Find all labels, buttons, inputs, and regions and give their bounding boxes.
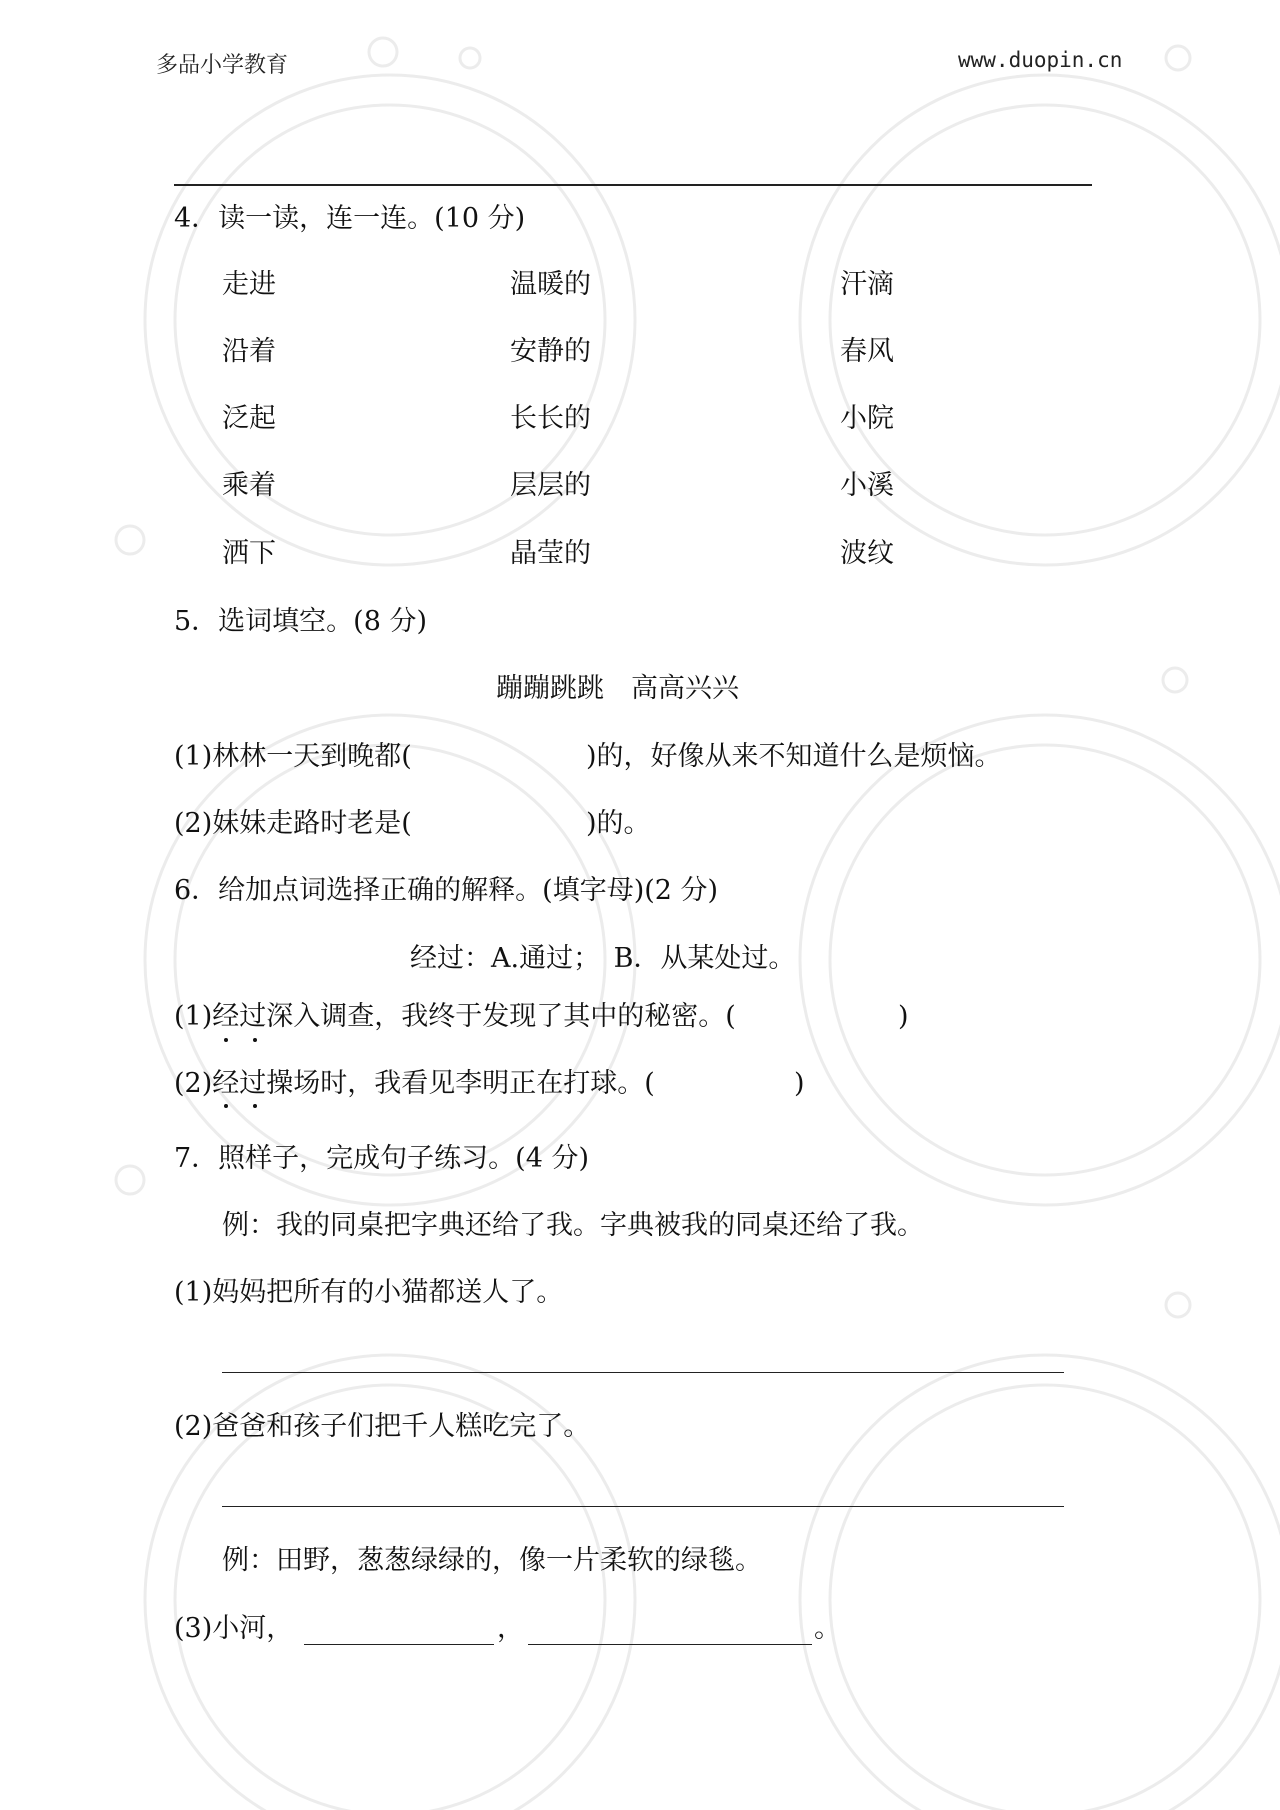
q7-answer-blank-3b[interactable] bbox=[528, 1644, 812, 1645]
q4-middle-word[interactable]: 层层的 bbox=[510, 470, 591, 501]
q7-sentence-2: (2)爸爸和孩子们把千人糕吃完了。 bbox=[174, 1411, 591, 1442]
q5-sentence-2-start: (2)妹妹走路时老是( bbox=[174, 808, 412, 839]
q7-answer-line-2[interactable] bbox=[222, 1506, 1064, 1507]
q7-sentence-1: (1)妈妈把所有的小猫都送人了。 bbox=[174, 1277, 564, 1308]
emphasis-dot bbox=[253, 1104, 257, 1108]
q5-title: 5．选词填空。(8 分) bbox=[174, 606, 428, 637]
q4-middle-word[interactable]: 安静的 bbox=[510, 336, 591, 367]
q6-sentence-1-close: ) bbox=[898, 1001, 909, 1032]
q7-title: 7．照样子，完成句子练习。(4 分) bbox=[174, 1143, 590, 1174]
q4-right-word[interactable]: 小溪 bbox=[840, 470, 894, 501]
q4-title: 4．读一读，连一连。(10 分) bbox=[174, 203, 526, 234]
q7-example-2: 例：田野，葱葱绿绿的，像一片柔软的绿毯。 bbox=[222, 1545, 762, 1576]
q7-sentence-3-start: (3)小河， bbox=[174, 1613, 294, 1644]
q6-sentence-1: (1)经过深入调查，我终于发现了其中的秘密。( bbox=[174, 1001, 736, 1032]
q4-left-word[interactable]: 乘着 bbox=[222, 470, 276, 501]
q4-right-word[interactable]: 汗滴 bbox=[840, 269, 894, 300]
emphasis-dot bbox=[224, 1038, 228, 1042]
q5-sentence-1-end: )的，好像从来不知道什么是烦恼。 bbox=[586, 741, 1002, 772]
q7-sentence-3-period: 。 bbox=[814, 1613, 841, 1644]
q6-sentence-2: (2)经过操场时，我看见李明正在打球。( bbox=[174, 1068, 655, 1099]
q4-middle-word[interactable]: 温暖的 bbox=[510, 269, 591, 300]
q7-answer-blank-3a[interactable] bbox=[304, 1644, 494, 1645]
q7-answer-line-1[interactable] bbox=[222, 1372, 1064, 1373]
q5-sentence-2-end: )的。 bbox=[586, 808, 651, 839]
header-url[interactable]: www.duopin.cn bbox=[958, 48, 1123, 72]
q4-right-word[interactable]: 波纹 bbox=[840, 538, 894, 569]
q5-sentence-1-start: (1)林林一天到晚都( bbox=[174, 741, 412, 772]
q4-left-word[interactable]: 走进 bbox=[222, 269, 276, 300]
q4-right-word[interactable]: 春风 bbox=[840, 336, 894, 367]
q4-left-word[interactable]: 洒下 bbox=[222, 538, 276, 569]
header-brand: 多品小学教育 bbox=[156, 53, 289, 78]
emphasis-dot bbox=[224, 1104, 228, 1108]
q4-middle-word[interactable]: 长长的 bbox=[510, 403, 591, 434]
q5-word-options: 蹦蹦跳跳 高高兴兴 bbox=[496, 673, 739, 704]
q4-middle-word[interactable]: 晶莹的 bbox=[510, 538, 591, 569]
q6-choices: 经过：A.通过； B．从某处过。 bbox=[410, 943, 796, 974]
q4-right-word[interactable]: 小院 bbox=[840, 403, 894, 434]
header-divider bbox=[174, 184, 1092, 186]
emphasis-dot bbox=[253, 1038, 257, 1042]
q7-sentence-3-comma: ， bbox=[497, 1613, 524, 1644]
q7-example-1: 例：我的同桌把字典还给了我。字典被我的同桌还给了我。 bbox=[222, 1210, 924, 1241]
q4-left-word[interactable]: 沿着 bbox=[222, 336, 276, 367]
q6-title: 6．给加点词选择正确的解释。(填字母)(2 分) bbox=[174, 875, 719, 906]
q6-sentence-2-close: ) bbox=[794, 1068, 805, 1099]
q4-left-word[interactable]: 泛起 bbox=[222, 403, 276, 434]
